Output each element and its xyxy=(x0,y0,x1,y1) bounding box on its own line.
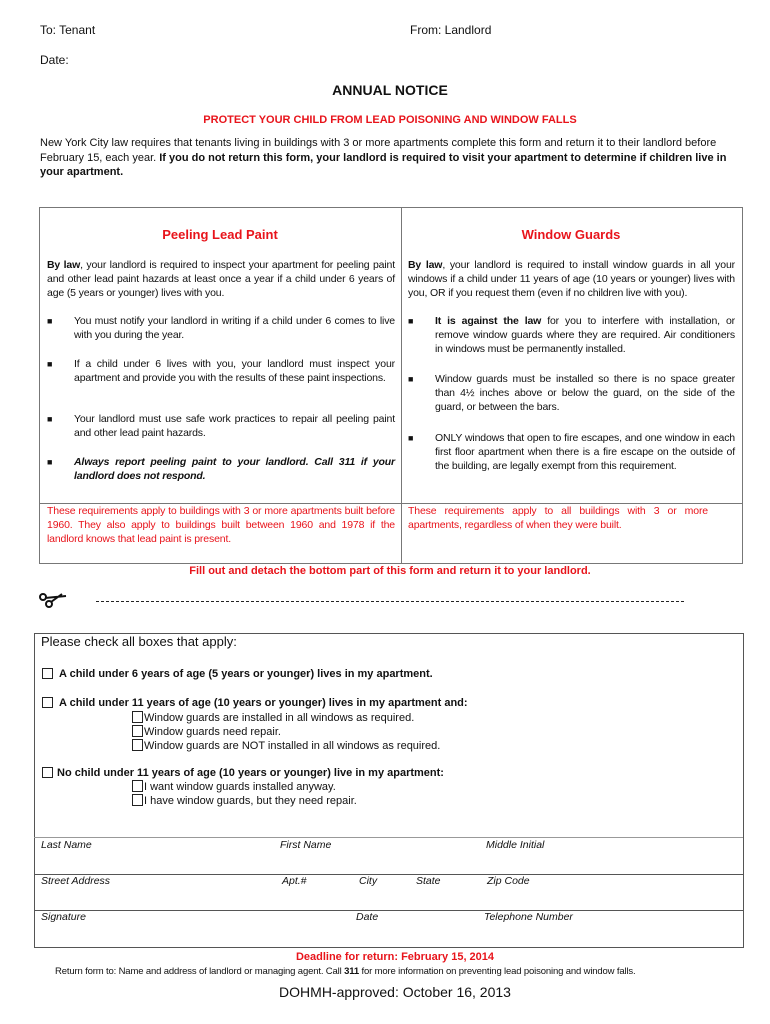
suboption-label: I have window guards, but they need repair. xyxy=(144,795,357,807)
scissors-icon xyxy=(38,592,68,608)
bullet-icon: ■ xyxy=(47,359,53,369)
lead-bullet: You must notify your landlord in writing if a child under 6 comes to live with you during the year. xyxy=(74,315,395,341)
from-landlord: From: Landlord xyxy=(410,23,492,37)
window-intro-bold: By law xyxy=(408,259,443,271)
zip-code-field[interactable]: Zip Code xyxy=(487,875,530,887)
intro-text: New York City law requires that tenants living in buildings with 3 or more apartments complete this form and return it to their landlord before February 15, each year. xyxy=(40,137,717,164)
lead-bullet: If a child under 6 lives with you, your landlord must inspect your apartment and provide you with the results of these paint inspections. xyxy=(74,358,395,384)
signature-field[interactable]: Signature xyxy=(41,911,86,923)
bullet-icon: ■ xyxy=(47,414,53,424)
last-name-field[interactable]: Last Name xyxy=(41,839,92,851)
suboption-label: I want window guards installed anyway. xyxy=(144,781,336,793)
form-prompt: Please check all boxes that apply: xyxy=(41,634,237,649)
return-text: Return form to: Name and address of landlord or managing agent. Call xyxy=(55,966,345,977)
window-bullet-bold: It is against the law xyxy=(435,315,542,327)
lead-bullet: Always report peeling paint to your landlord. Call 311 if your landlord does not respond. xyxy=(74,456,395,482)
intro-paragraph xyxy=(40,136,740,180)
return-instructions xyxy=(55,966,636,977)
date-field[interactable]: Date xyxy=(356,911,379,923)
option-label: A child under 11 years of age (10 years or younger) lives in my apartment and: xyxy=(59,697,468,709)
detach-note: Fill out and detach the bottom part of this form and return it to your landlord. xyxy=(189,565,591,577)
suboption[interactable] xyxy=(132,794,357,808)
form-divider xyxy=(34,837,743,838)
lead-bullet: Your landlord must use safe work practices to repair all peeling paint and other lead paint hazards. xyxy=(74,413,395,439)
apt-field[interactable]: Apt.# xyxy=(282,875,307,887)
lead-intro-bold: By law xyxy=(47,259,81,271)
checkbox[interactable] xyxy=(42,767,53,778)
option-3-suboptions xyxy=(132,780,357,808)
suboption[interactable] xyxy=(132,725,440,739)
bullet-icon: ■ xyxy=(47,316,53,326)
option-label: No child under 11 years of age (10 years or younger) live in my apartment: xyxy=(57,767,444,779)
to-tenant: To: Tenant xyxy=(40,23,96,37)
lead-intro-rest: , your landlord is required to inspect your apartment for peeling paint and other lead paint hazards at least once a year if a child under 6 years of age (5 years or younger) lives with you. xyxy=(47,259,395,299)
column-divider xyxy=(401,207,402,563)
window-intro xyxy=(408,258,735,300)
suboption[interactable] xyxy=(132,780,357,794)
street-address-field[interactable]: Street Address xyxy=(41,875,111,887)
window-bullet: Window guards must be installed so there is no space greater than 4½ inches above or below the guard, on the side of the guard, or between the bars. xyxy=(435,373,735,413)
bullet-icon: ■ xyxy=(47,457,53,467)
form-divider xyxy=(34,874,743,875)
cut-line xyxy=(96,601,684,602)
lead-heading: Peeling Lead Paint xyxy=(162,227,278,242)
window-bullet xyxy=(435,314,735,356)
checkbox[interactable] xyxy=(132,739,143,751)
suboption-label: Window guards are NOT installed in all windows as required. xyxy=(144,740,441,752)
window-footer: These requirements apply to all buildings with 3 or more apartments, regardless of when they were built. xyxy=(408,505,708,531)
middle-initial-field[interactable]: Middle Initial xyxy=(486,839,545,851)
option-child-under-6[interactable] xyxy=(42,668,433,680)
state-field[interactable]: State xyxy=(416,875,441,887)
checkbox[interactable] xyxy=(42,668,53,679)
window-bullet-rest: for you to interfere with installation, or remove window guards where they are required. Air conditioners in windows must be permanently installed. xyxy=(435,315,736,355)
checkbox[interactable] xyxy=(132,794,143,806)
bullet-icon: ■ xyxy=(408,374,414,384)
date-label: Date: xyxy=(40,53,69,67)
window-intro-rest: , your landlord is required to install window guards in all your windows if a child under 11 years of age (10 years or younger) lives with you, OR if you request them (even if no children live with you). xyxy=(408,259,735,299)
approval-date: DOHMH-approved: October 16, 2013 xyxy=(279,984,511,1000)
telephone-field[interactable]: Telephone Number xyxy=(484,911,573,923)
bullet-icon: ■ xyxy=(408,433,414,443)
window-bullet: ONLY windows that open to fire escapes, and one window in each first floor apartment when there is a fire escape on the outside of the building, are legally exempt from this requirement. xyxy=(435,432,735,472)
checkbox[interactable] xyxy=(132,725,143,737)
first-name-field[interactable]: First Name xyxy=(280,839,332,851)
return-text-end: for more information on preventing lead poisoning and window falls. xyxy=(358,966,636,977)
subtitle: PROTECT YOUR CHILD FROM LEAD POISONING AND WINDOW FALLS xyxy=(203,114,577,126)
bullet-icon: ■ xyxy=(408,316,414,326)
option-2-suboptions xyxy=(132,711,440,753)
lead-footer: These requirements apply to buildings with 3 or more apartments built before 1960. They also apply to buildings built between 1960 and 1978 if the landlord knows that lead paint is present. xyxy=(47,505,395,545)
city-field[interactable]: City xyxy=(359,875,378,887)
checkbox[interactable] xyxy=(132,780,143,792)
option-child-under-11[interactable] xyxy=(42,697,468,709)
suboption[interactable] xyxy=(132,711,440,725)
intro-bold-text: If you do not return this form, your landlord is required to visit your apartment to determine if children live in your apartment. xyxy=(40,151,727,178)
return-311: 311 xyxy=(344,966,359,977)
checkbox[interactable] xyxy=(42,697,53,708)
deadline: Deadline for return: February 15, 2014 xyxy=(295,951,495,963)
lead-intro xyxy=(47,258,395,300)
option-label: A child under 6 years of age (5 years or younger) lives in my apartment. xyxy=(59,668,433,680)
suboption[interactable] xyxy=(132,739,440,753)
checkbox[interactable] xyxy=(132,711,143,723)
page-title: ANNUAL NOTICE xyxy=(332,82,448,98)
window-heading: Window Guards xyxy=(521,227,621,242)
suboption-label: Window guards need repair. xyxy=(144,726,281,738)
suboption-label: Window guards are installed in all windows as required. xyxy=(144,712,415,724)
form-divider xyxy=(34,910,743,911)
option-no-child[interactable] xyxy=(42,767,444,779)
